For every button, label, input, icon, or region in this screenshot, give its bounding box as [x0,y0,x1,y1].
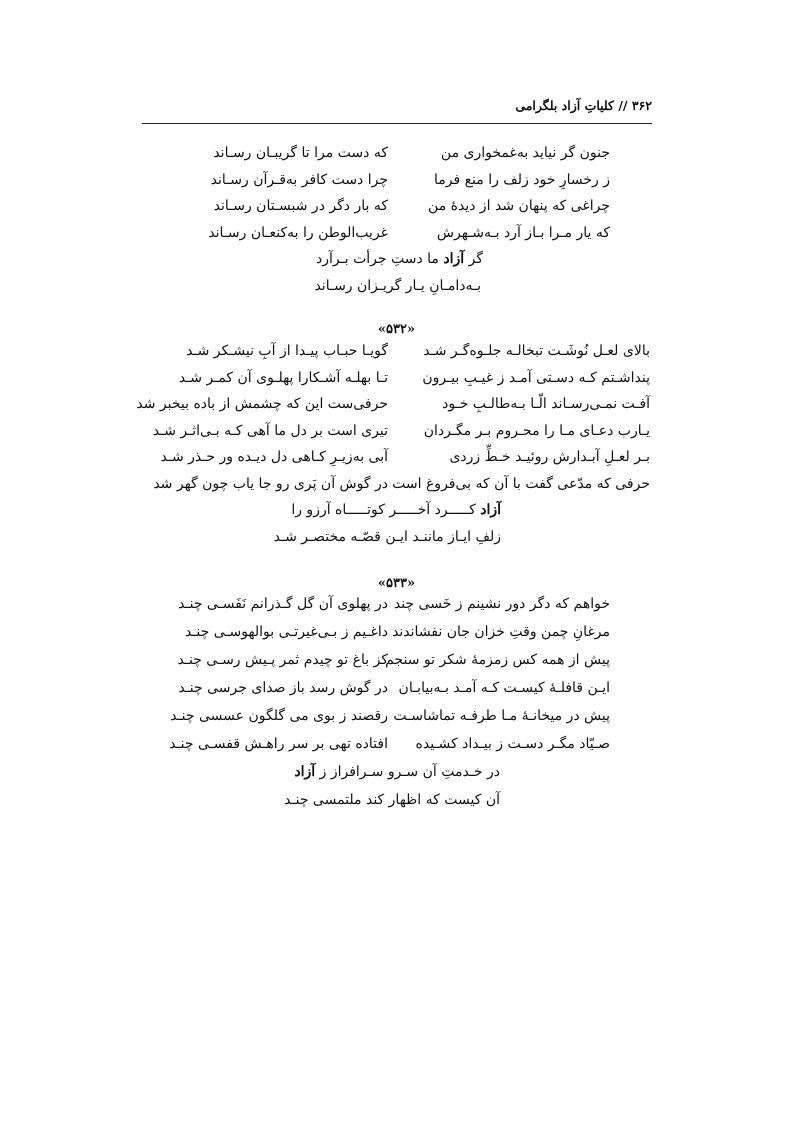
beyt [0,396,793,423]
beyt [0,652,793,680]
closing-pre: در خـدمتِ آن سـرو سـرافراز ز [315,764,500,780]
beyt [0,370,793,397]
beyt [0,624,793,652]
closing-line [0,251,793,278]
hemistich-right: بـر لعـلِ آبـدارش روئیـد خـطِّ زردی [449,449,650,465]
hemistich-left: آبی به‌زیـرِ کـاهی دل دیـده ور حـذر شـد [160,449,388,465]
hemistich-right: خواهم که دگر دور نشینم ز خَسی چند [393,596,610,612]
closing-pre: آن کیست که اظهار کند ملتمسی چنـد [284,792,500,808]
closing-pre: بـه‌دامـانِ یـار گریـزان رسـاند [314,277,481,294]
poet-pen-name: آزاد [443,251,465,267]
ghazal-number: «۵۳۳» [377,576,416,591]
hemistich-left: افتاده تهی بر سر راهـش قفسـی چنـد [169,736,388,752]
hemistich-right: بالای لعـل نُوشَـت تبخالـه جلـوه‌گـر شـد [423,343,650,359]
hemistich-left: حرفی‌ست این که چشمش از باده بیخبر شد [136,396,388,412]
closing-line [0,764,793,792]
closing-line [0,502,793,529]
beyt [0,198,793,225]
beyt [0,596,793,624]
beyt [0,225,793,252]
hemistich-right: ایـن قافلـۀ کیسـت کـه آمـد بـه‌بیابـان [398,680,610,696]
hemistich-right: پیش از همه کس زمزمۀ شکر تو سنجم [385,652,610,668]
running-header: ۳۶۲ // کلیاتِ آزاد بلگرامی [515,98,652,113]
hemistich-left: رقصند ز بوی می گلگون عسسی چنـد [170,708,388,724]
hemistich-left: تـا بهلـه آشـکارا پهلـوی آن کمـر شـد [178,369,388,386]
beyt [0,449,793,476]
closing-line [0,529,793,556]
ghazal-number: «۵۳۲» [377,322,416,337]
closing-post: ما دستِ جرأت بـرآرد [316,251,444,267]
beyt [0,736,793,764]
ghazal-532 [0,343,793,555]
hemistich-right: ز رخسارِ خود زلف را منع فرما [433,171,610,188]
header-rule [142,123,652,124]
hemistich-right: آفـت نمـی‌رسـاند الّـا بـه‌طالـبِ خـود [442,396,650,412]
hemistich-right: حرفی که مدّعی گفت با آن که بی‌فروغ است [392,475,650,492]
beyt [0,423,793,450]
hemistich-left: داغـیم ز بـی‌غیرتـی بوالهوسـی چنـد [184,624,388,640]
hemistich-left: چرا دست کافر به‌قـرآن رسـاند [210,171,388,188]
closing-pre: گر [464,251,483,267]
beyt [0,172,793,199]
poet-pen-name: آزاد [294,764,316,780]
beyt [0,680,793,708]
ghazal-533 [0,596,793,820]
beyt [0,145,793,172]
hemistich-right: پیش در میخانـۀ مـا طرفـه تماشاسـت [393,708,610,724]
beyt [0,343,793,370]
hemistich-left: در گوش رسد باز صدای جرسی چنـد [178,680,388,696]
beyt [0,708,793,736]
hemistich-right: چراغی که پنهان شد از دیدۀ من [428,198,610,214]
hemistich-left: کز باغ تو چیدم ثمر پـیش رسـی چنـد [177,652,388,668]
closing-line [0,792,793,820]
hemistich-right: صـیّاد مگـر دسـت ز بیـداد کشـیده [415,736,610,752]
hemistich-left: تیری است بر دل ما آهی کـه بـی‌اثـر شـد [152,422,388,439]
closing-line [0,278,793,305]
hemistich-right: یـارب دعـای مـا را محـروم بـر مگـردان [423,422,650,439]
poet-pen-name: آزاد [480,502,501,518]
hemistich-left: در گوش آن پَری رو جا یاب چون گهر شد [153,475,388,492]
hemistich-right: که یار مـرا بـاز آرد بـه‌شـهرش [436,224,610,241]
hemistich-left: در پهلوی آن گل گـذرانم نَفَسـی چنـد [178,596,388,612]
hemistich-right: پنداشـتم کـه دسـتی آمـد ز غیـبِ بیـرون [422,369,650,386]
ghazal-continued [0,145,793,304]
hemistich-right: مرغانِ چمن وقتِ خزان جان نفشاندند [392,624,610,640]
hemistich-left: گویـا حبـاب پیـدا از آبِ نیشـکر شـد [186,343,388,359]
hemistich-right: جنون گر نیاید به‌غمخواری من [440,145,610,161]
hemistich-left: که دست مرا تا گریبـان رسـاند [213,145,388,161]
hemistich-left: که بار دگر در شبسـتان رسـاند [213,198,388,214]
closing-post: کـــــرد آخـــــر کوتـــــاه آرزو را [291,502,481,518]
closing-pre: زلفِ ایـاز ماننـد ایـن قصّـه مختصـر شـد [273,528,501,545]
beyt [0,476,793,503]
hemistich-left: غریب‌الوطن را به‌کنعـان رسـاند [208,224,388,241]
